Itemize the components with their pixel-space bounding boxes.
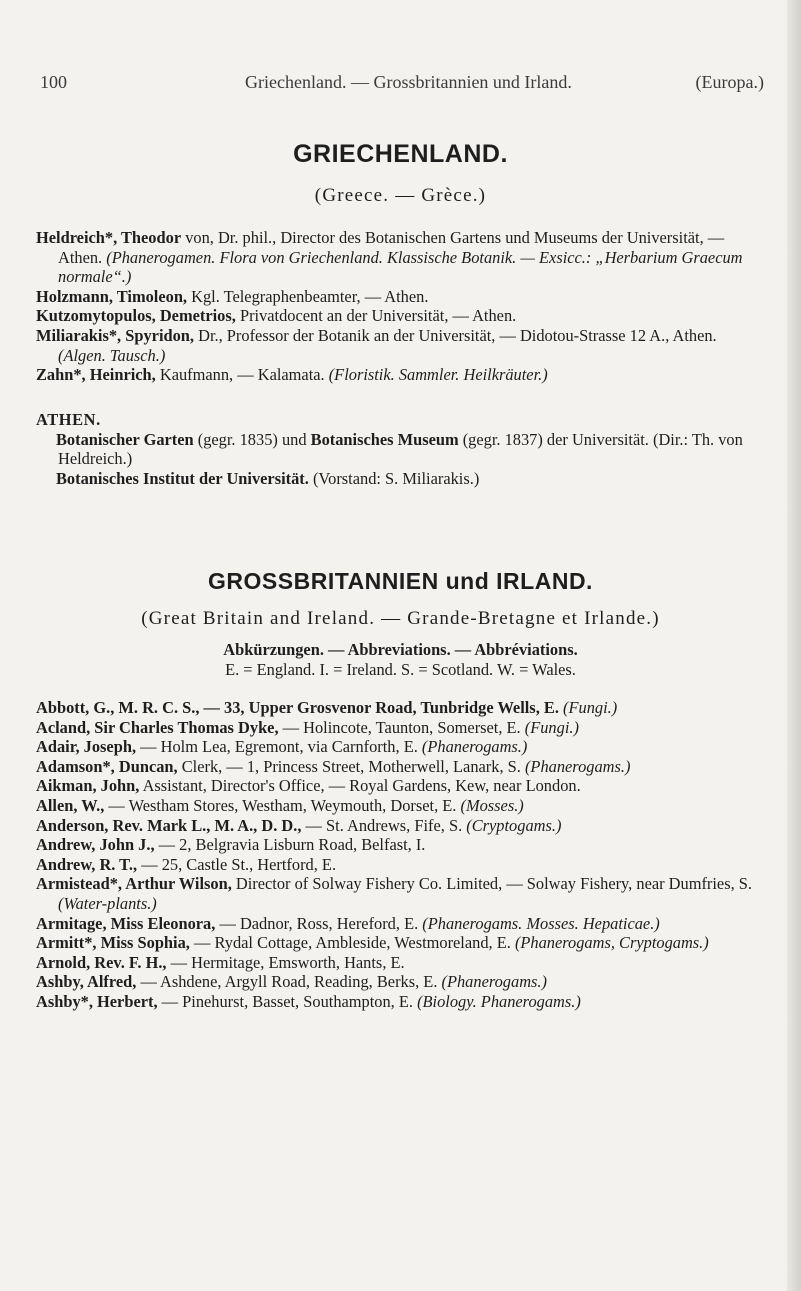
institution-entry bbox=[36, 469, 758, 489]
directory-entry bbox=[36, 306, 758, 326]
entry-text: von, Dr. phil., Director des Botanischen Gartens und Museums der Universität, — Athen. bbox=[58, 228, 725, 267]
entry-name: Acland, Sir Charles Thomas Dyke, bbox=[36, 717, 279, 737]
entry-text: — Dadnor, Ross, Hereford, E. bbox=[215, 913, 423, 933]
entry-name: Abbott, G., M. R. C. S., — 33, Upper Grosvenor Road, Tunbridge Wells, E. bbox=[36, 698, 559, 717]
institution-entry bbox=[36, 430, 758, 469]
city-block-athens bbox=[36, 410, 758, 488]
directory-entry bbox=[36, 365, 758, 385]
institution-text: (gegr. 1837) der Universität. (Dir.: Th. von Heldreich.) bbox=[58, 429, 743, 469]
entry-name: Allen, W., bbox=[36, 795, 105, 815]
section-title-britain: GROSSBRITANNIEN und IRLAND. bbox=[208, 568, 593, 594]
directory-entry bbox=[36, 228, 758, 287]
entry-name: Arnold, Rev. F. H., bbox=[36, 952, 167, 972]
directory-entry bbox=[36, 992, 758, 1012]
abbreviations-line: E. = England. I. = Ireland. S. = Scotland. W. = Wales. bbox=[225, 660, 576, 679]
directory-entry bbox=[36, 718, 758, 738]
entry-text: Dr., Professor der Botanik an der Universität, — Didotou-Strasse 12 A., Athen. bbox=[194, 325, 717, 345]
directory-entry bbox=[36, 933, 758, 953]
entry-name: Adamson*, Duncan, bbox=[36, 756, 178, 776]
entry-name: Andrew, R. T., bbox=[36, 854, 138, 874]
britain-entry-list bbox=[36, 698, 758, 1012]
entry-name: Kutzomytopulos, Demetrios, bbox=[36, 306, 236, 326]
entry-text: — Rydal Cottage, Ambleside, Westmoreland, E. bbox=[189, 933, 515, 953]
entry-name: Holzmann, Timoleon, bbox=[36, 286, 188, 306]
entry-specialty: (Fungi.) bbox=[563, 698, 618, 717]
entry-name: Ashby*, Herbert, bbox=[36, 991, 158, 1011]
directory-entry bbox=[36, 326, 758, 365]
entry-name: Aikman, John, bbox=[36, 776, 140, 796]
directory-entry bbox=[36, 698, 758, 718]
entry-text: Director of Solway Fishery Co. Limited, — Solway Fishery, near Dumfries, S. bbox=[231, 874, 752, 894]
entry-name: Armitage, Miss Eleonora, bbox=[36, 913, 216, 933]
running-head-right: (Europa.) bbox=[695, 72, 764, 92]
entry-name: Adair, Joseph, bbox=[36, 737, 137, 757]
page-number: 100 bbox=[40, 72, 67, 92]
entry-name: Andrew, John J., bbox=[36, 835, 155, 855]
section-subtitle-greece: (Greece. — Grèce.) bbox=[314, 185, 487, 206]
entry-specialty: (Fungi.) bbox=[524, 717, 579, 737]
abbreviations-heading: Abkürzungen. — Abbreviations. — Abbréviations. bbox=[223, 640, 578, 659]
entry-text: — Holincote, Taunton, Somerset, E. bbox=[278, 717, 525, 737]
directory-entry bbox=[36, 287, 758, 307]
entry-specialty: (Cryptogams.) bbox=[466, 815, 562, 835]
entry-text: Kgl. Telegraphenbeamter, — Athen. bbox=[187, 286, 429, 306]
section-title-greece: GRIECHENLAND. bbox=[293, 140, 508, 168]
directory-entry bbox=[36, 855, 758, 875]
entry-text: — Ashdene, Argyll Road, Reading, Berks, E. bbox=[136, 972, 442, 992]
institution-list bbox=[36, 430, 758, 489]
entry-name: Zahn*, Heinrich, bbox=[36, 365, 156, 385]
entry-name: Ashby, Alfred, bbox=[36, 972, 137, 992]
entry-text: Clerk, — 1, Princess Street, Motherwell, Lanark, S. bbox=[177, 756, 525, 776]
institution-text: (Vorstand: S. Miliarakis.) bbox=[308, 468, 480, 488]
entry-text: Assistant, Director's Office, — Royal Gardens, Kew, near London. bbox=[139, 776, 581, 796]
directory-entry bbox=[36, 816, 758, 836]
directory-entry bbox=[36, 874, 758, 913]
entry-specialty: (Mosses.) bbox=[460, 795, 524, 815]
entry-text: — Hermitage, Emsworth, Hants, E. bbox=[166, 952, 405, 972]
directory-entry bbox=[36, 796, 758, 816]
greece-entry-list bbox=[36, 228, 758, 385]
directory-entry bbox=[36, 953, 758, 973]
directory-entry bbox=[36, 914, 758, 934]
entry-name: Miliarakis*, Spyridon, bbox=[36, 325, 195, 345]
entry-name: Anderson, Rev. Mark L., M. A., D. D., bbox=[36, 815, 302, 835]
entry-specialty: (Biology. Phanerogams.) bbox=[417, 991, 581, 1011]
entry-text: — Pinehurst, Basset, Southampton, E. bbox=[157, 991, 418, 1011]
entry-name: Heldreich*, Theodor bbox=[36, 228, 182, 247]
directory-entry bbox=[36, 757, 758, 777]
section-subtitle-britain: (Great Britain and Ireland. — Grande-Bretagne et Irlande.) bbox=[141, 608, 660, 629]
entry-text: — 2, Belgravia Lisburn Road, Belfast, I. bbox=[154, 835, 426, 855]
entry-specialty: (Phanerogamen. Flora von Griechenland. Klassische Botanik. — Exsicc.: „Herbarium Graecum normale“.) bbox=[58, 247, 743, 287]
institution-name: Botanischer Garten bbox=[56, 429, 194, 449]
entry-text: — St. Andrews, Fife, S. bbox=[301, 815, 467, 835]
entry-specialty: (Phanerogams.) bbox=[421, 737, 528, 757]
entry-text: — Holm Lea, Egremont, via Carnforth, E. bbox=[136, 737, 422, 757]
institution-text: (gegr. 1835) und bbox=[193, 429, 311, 449]
entry-specialty: (Phanerogams.) bbox=[524, 756, 631, 776]
entry-specialty: (Phanerogams. Mosses. Hepaticae.) bbox=[422, 913, 660, 933]
entry-specialty: (Phanerogams, Cryptogams.) bbox=[514, 933, 709, 953]
entry-name: Armistead*, Arthur Wilson, bbox=[36, 874, 232, 894]
entry-specialty: (Floristik. Sammler. Heilkräuter.) bbox=[328, 365, 548, 385]
entry-specialty: (Phanerogams.) bbox=[441, 972, 547, 992]
institution-name: Botanisches Institut der Universität. bbox=[56, 468, 309, 488]
entry-text: Privatdocent an der Universität, — Athen. bbox=[235, 306, 517, 326]
entry-name: Armitt*, Miss Sophia, bbox=[36, 933, 190, 953]
entry-specialty: (Water-plants.) bbox=[58, 893, 157, 913]
entry-text: Kaufmann, — Kalamata. bbox=[155, 365, 329, 385]
directory-entry bbox=[36, 972, 758, 992]
running-head-center: Griechenland. — Grossbritannien und Irland. bbox=[245, 72, 572, 92]
directory-entry bbox=[36, 776, 758, 796]
entry-text: — Westham Stores, Westham, Weymouth, Dorset, E. bbox=[104, 795, 461, 815]
entry-text: — 25, Castle St., Hertford, E. bbox=[137, 854, 337, 874]
directory-entry bbox=[36, 835, 758, 855]
running-head bbox=[40, 72, 764, 94]
directory-entry bbox=[36, 737, 758, 757]
institution-name: Botanisches Museum bbox=[310, 429, 459, 449]
city-heading: ATHEN. bbox=[36, 410, 101, 429]
entry-specialty: (Algen. Tausch.) bbox=[58, 345, 166, 365]
